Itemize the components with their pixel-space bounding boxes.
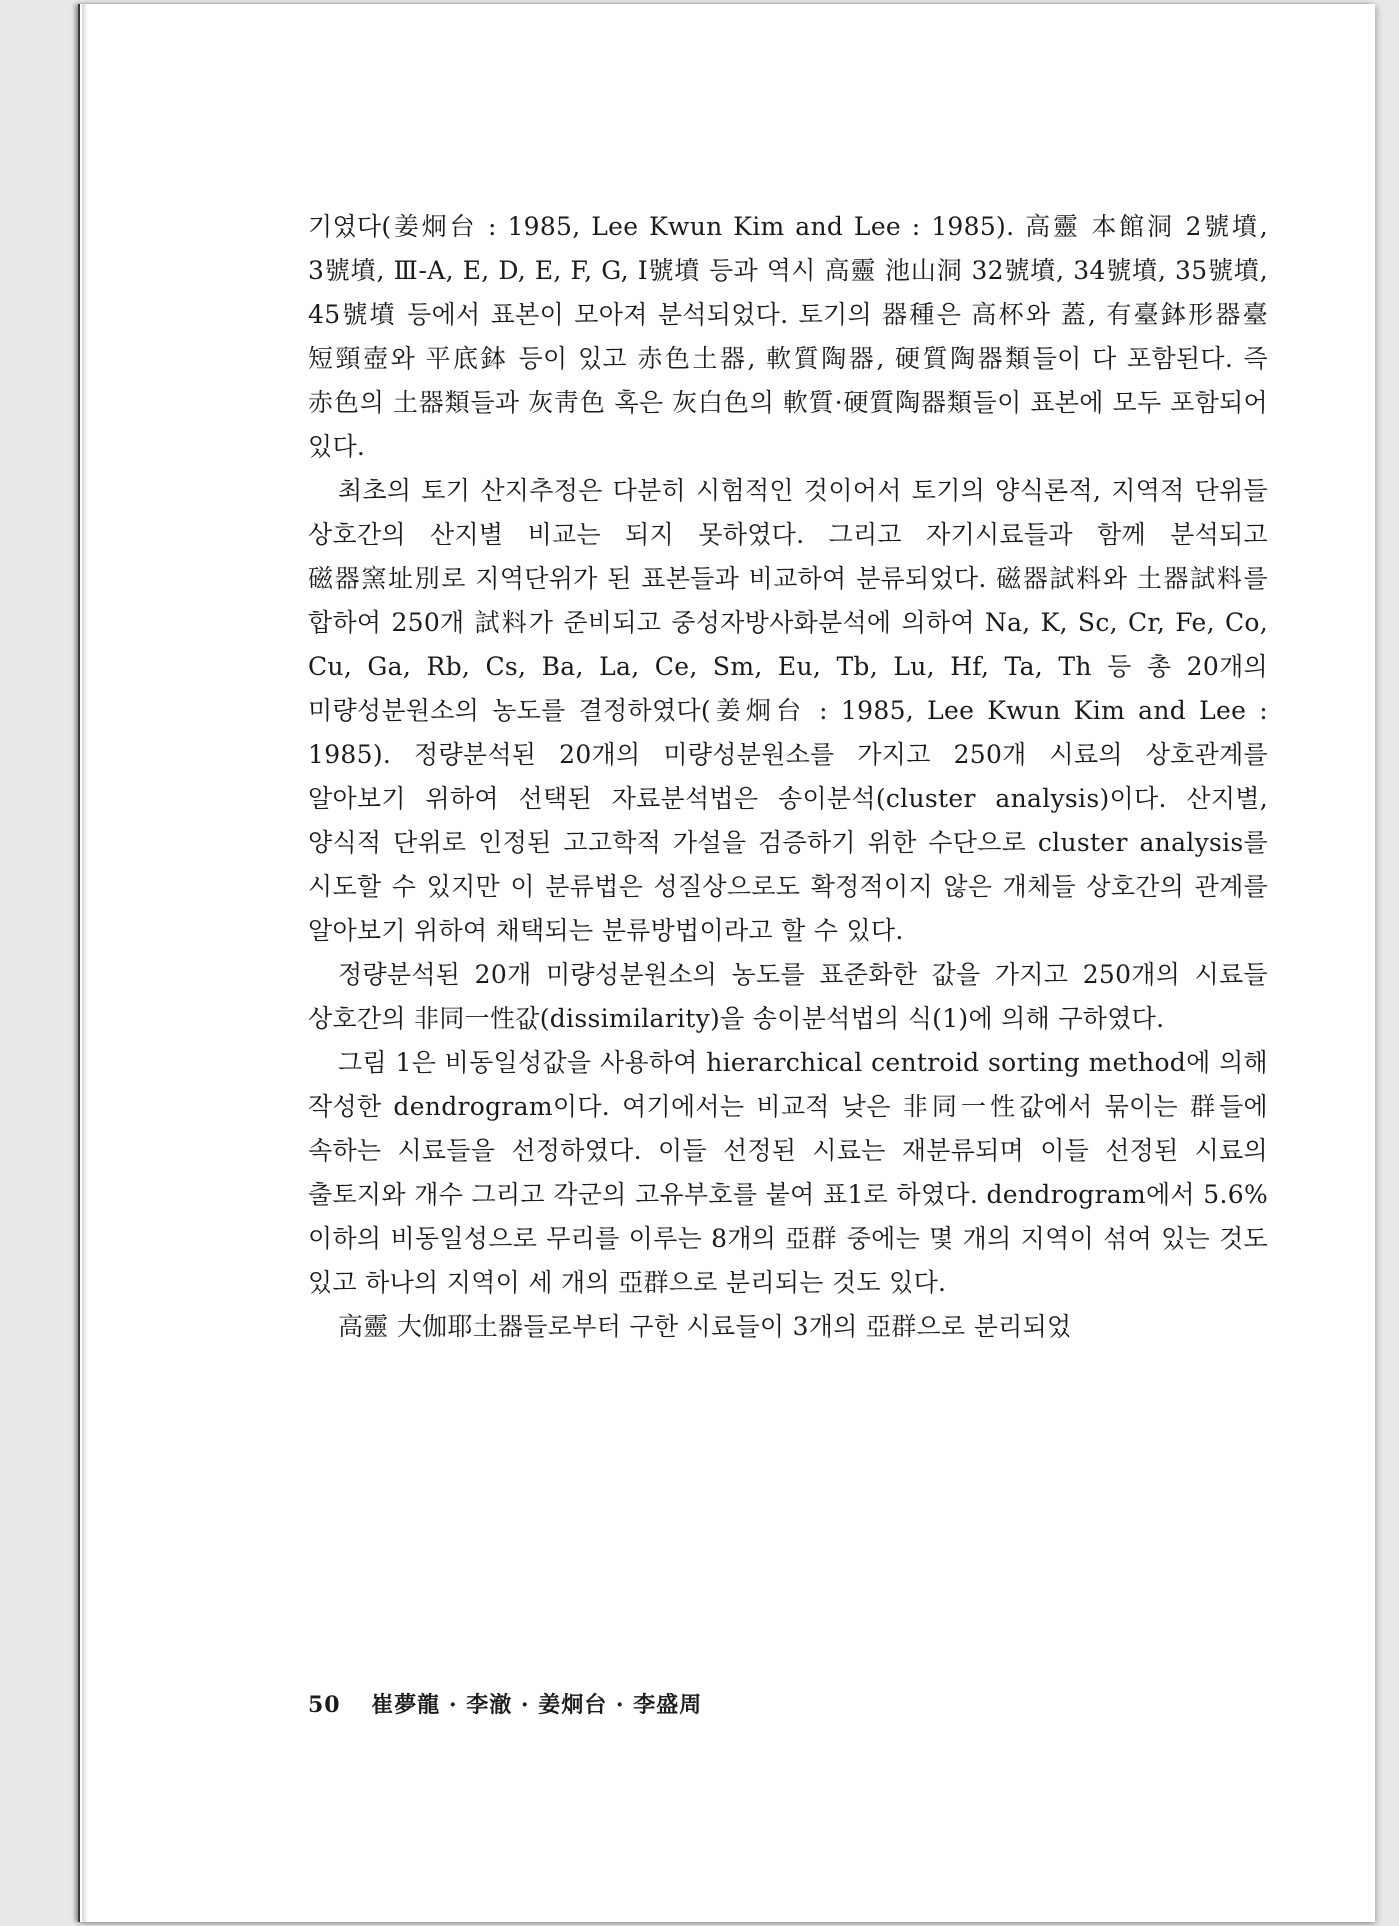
page-footer (308, 1688, 702, 1719)
paragraph: 高靈 大伽耶土器들로부터 구한 시료들이 3개의 亞群으로 분리되었 (338, 1312, 1072, 1341)
page-spine-shadow (82, 4, 88, 1922)
paragraph: 기였다(姜炯台 : 1985, Lee Kwun Kim and Lee : 1985). 高靈 本館洞 2號墳, 3號墳, Ⅲ-A, E, D, E, F, G, I號墳 등과 역시 高靈 池山洞 32號墳, 34號墳, 35號墳, 45號墳 등에서 표본이 모아져 분석되었다. 토기의 器種은 高杯와 蓋, 有臺鉢形器臺 短頸壺와 平底鉢 등이 있고 赤色土器, 軟質陶器, 硬質陶器類들이 다 포함된다. 즉 赤色의 土器類들과 灰靑色 혹은 灰白色의 軟質·硬質陶器類들이 표본에 모두 포함되어 있다. (308, 212, 1268, 461)
paragraph: 그림 1은 비동일성값을 사용하여 hierarchical centroid sorting method에 의해 작성한 dendrogram이다. 여기에서는 비교적 낮은 非同一性값에서 묶이는 群들에 속하는 시료들을 선정하였다. 이들 선정된 시료는 재분류되며 이들 선정된 시료의 출토지와 개수 그리고 각군의 고유부호를 붙여 표1로 하였다. dendrogram에서 5.6% 이하의 비동일성으로 무리를 이루는 8개의 亞群 중에는 몇 개의 지역이 섞여 있는 것도 있고 하나의 지역이 세 개의 亞群으로 분리되는 것도 있다. (308, 1048, 1268, 1297)
page-number: 50 (308, 1692, 341, 1718)
body-text (308, 205, 1268, 1349)
paragraph: 최초의 토기 산지추정은 다분히 시험적인 것이어서 토기의 양식론적, 지역적 단위들 상호간의 산지별 비교는 되지 못하였다. 그리고 자기시료들과 함께 분석되고 磁器窯址別로 지역단위가 된 표본들과 비교하여 분류되었다. 磁器試料와 土器試料를 합하여 250개 試料가 준비되고 중성자방사화분석에 의하여 Na, K, Sc, Cr, Fe, Co, Cu, Ga, Rb, Cs, Ba, La, Ce, Sm, Eu, Tb, Lu, Hf, Ta, Th 등 총 20개의 미량성분원소의 농도를 결정하였다(姜炯台 : 1985, Lee Kwun Kim and Lee : 1985). 정량분석된 20개의 미량성분원소를 가지고 250개 시료의 상호관계를 알아보기 위하여 선택된 자료분석법은 송이분석(cluster analysis)이다. 산지별, 양식적 단위로 인정된 고고학적 가설을 검증하기 위한 수단으로 cluster analysis를 시도할 수 있지만 이 분류법은 성질상으로도 확정적이지 않은 개체들 상호간의 관계를 알아보기 위하여 채택되는 분류방법이라고 할 수 있다. (308, 476, 1268, 945)
paragraph: 정량분석된 20개 미량성분원소의 농도를 표준화한 값을 가지고 250개의 시료들 상호간의 非同一性값(dissimilarity)을 송이분석법의 식(1)에 의해 구하였다. (308, 960, 1268, 1033)
footer-authors: 崔夢龍 · 李澈 · 姜炯台 · 李盛周 (371, 1692, 703, 1718)
